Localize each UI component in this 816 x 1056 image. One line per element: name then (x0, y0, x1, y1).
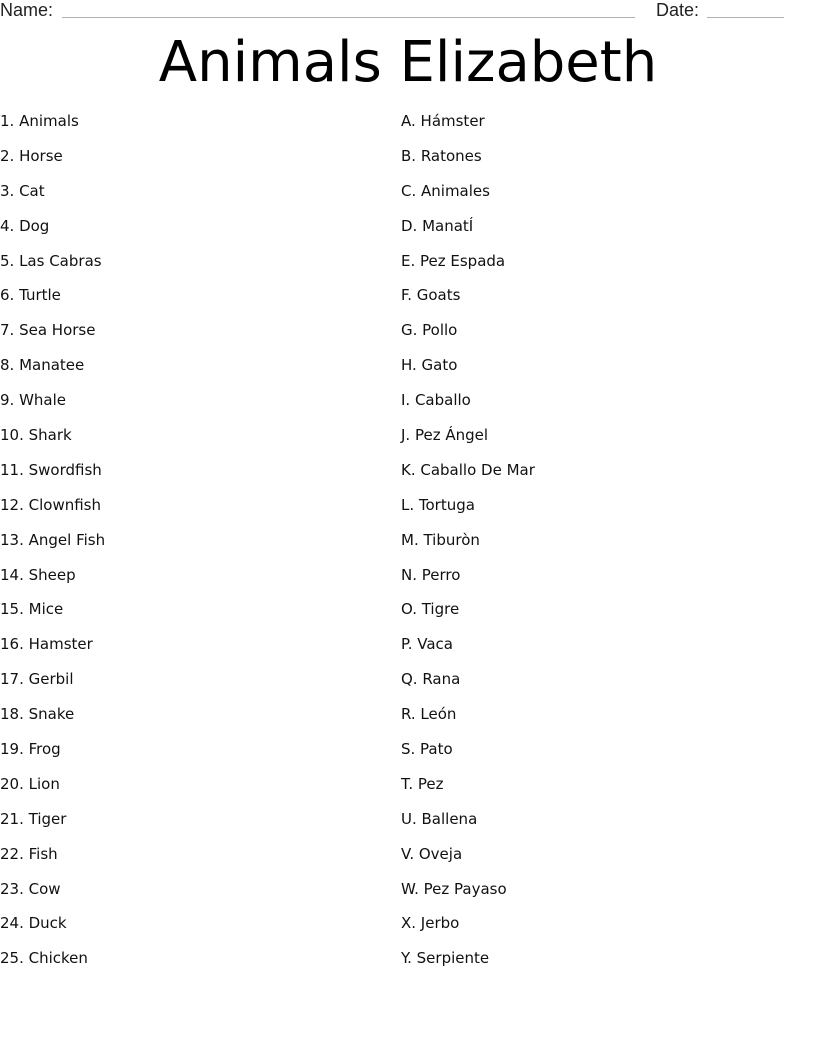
term-item: 4. Dog (0, 216, 50, 235)
term-item: 14. Sheep (0, 565, 76, 584)
answer-item: B. Ratones (401, 146, 482, 165)
answer-item: W. Pez Payaso (401, 879, 507, 898)
name-blank-line (62, 17, 635, 18)
answer-item: S. Pato (401, 740, 453, 759)
answer-item: G. Pollo (401, 321, 458, 340)
term-item: 21. Tiger (0, 809, 67, 828)
term-item: 15. Mice (0, 600, 64, 619)
term-item: 25. Chicken (0, 949, 88, 968)
term-item: 24. Duck (0, 914, 67, 933)
term-item: 17. Gerbil (0, 670, 74, 689)
answer-item: H. Gato (401, 356, 458, 375)
answer-item: X. Jerbo (401, 914, 460, 933)
term-item: 23. Cow (0, 879, 61, 898)
term-item: 12. Clownfish (0, 495, 101, 514)
answer-item: A. Hámster (401, 112, 485, 130)
answer-item: N. Perro (401, 565, 461, 584)
term-item: 13. Angel Fish (0, 530, 106, 549)
term-item: 9. Whale (0, 391, 67, 410)
date-blank-line (707, 17, 784, 18)
term-item: 6. Turtle (0, 286, 61, 305)
worksheet-title: Animals Elizabeth (158, 30, 658, 95)
date-label: Date: (656, 0, 700, 20)
answer-item: Q. Rana (401, 670, 461, 689)
answer-item: T. Pez (401, 774, 444, 793)
worksheet-header (0, 0, 816, 24)
answer-item: I. Caballo (401, 391, 471, 410)
answer-item: C. Animales (401, 181, 490, 200)
term-item: 8. Manatee (0, 356, 85, 375)
answer-item: E. Pez Espada (401, 251, 506, 270)
term-item: 7. Sea Horse (0, 321, 96, 340)
answer-item: M. Tiburòn (401, 530, 480, 549)
answer-item: Y. Serpiente (401, 949, 490, 968)
term-item: 19. Frog (0, 740, 61, 759)
terms-list (0, 104, 380, 976)
term-item: 16. Hamster (0, 635, 93, 654)
answer-item: O. Tigre (401, 600, 460, 619)
term-item: 20. Lion (0, 774, 60, 793)
term-item: 10. Shark (0, 426, 72, 445)
answer-item: R. León (401, 705, 457, 724)
term-item: 2. Horse (0, 146, 63, 165)
term-item: 11. Swordfish (0, 460, 102, 479)
term-item: 22. Fish (0, 844, 58, 863)
answer-item: F. Goats (401, 286, 461, 305)
answer-item: L. Tortuga (401, 495, 475, 514)
term-item: 5. Las Cabras (0, 251, 102, 270)
term-item: 18. Snake (0, 705, 75, 724)
answer-item: P. Vaca (401, 635, 453, 654)
term-item: 3. Cat (0, 181, 45, 200)
answers-list (401, 104, 781, 976)
name-label: Name: (0, 0, 54, 20)
term-item: 1. Animals (0, 112, 79, 130)
answer-item: K. Caballo De Mar (401, 460, 535, 479)
answer-item: U. Ballena (401, 809, 478, 828)
answer-item: V. Oveja (401, 844, 463, 863)
answer-item: J. Pez Ángel (401, 426, 489, 445)
answer-item: D. ManatÍ (401, 216, 474, 235)
